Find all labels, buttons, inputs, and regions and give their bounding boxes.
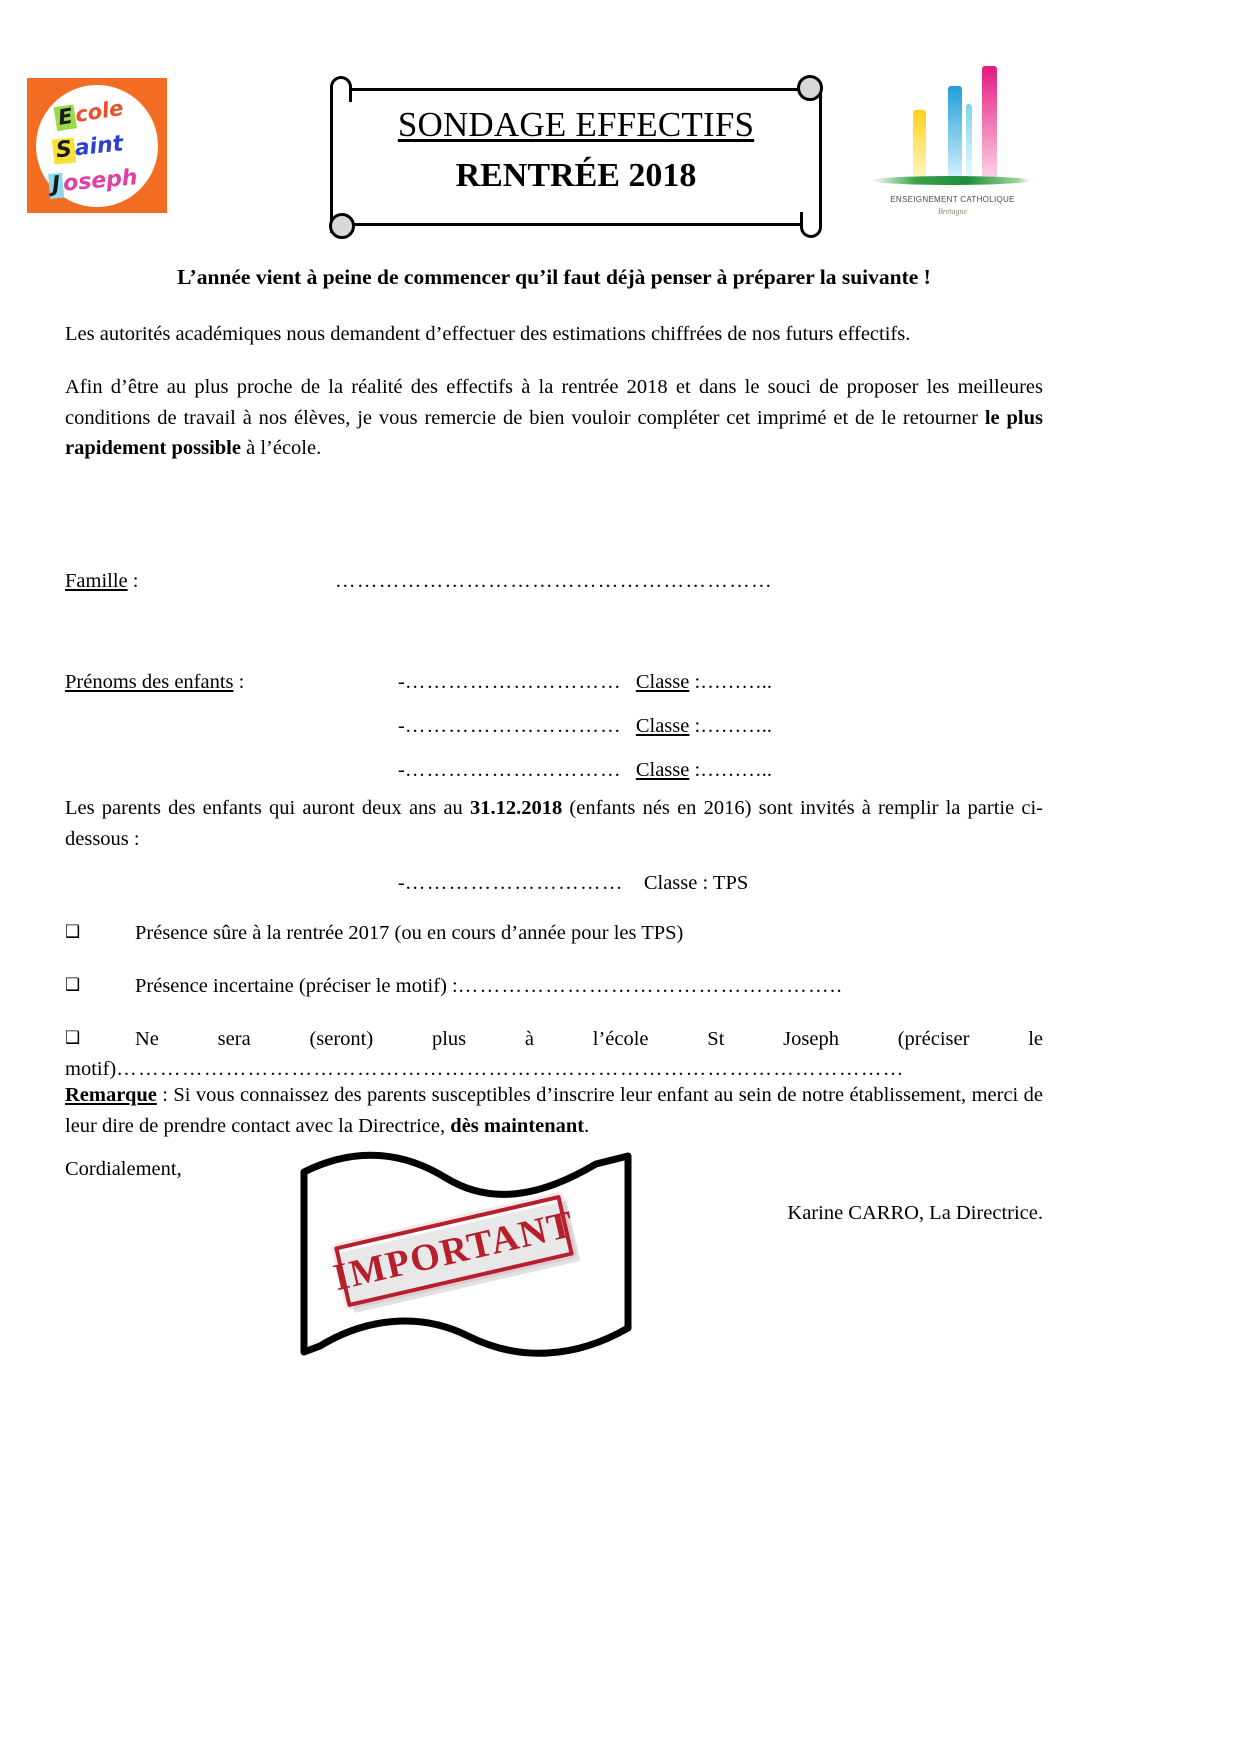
school-logo — [27, 78, 167, 213]
paragraph-request-bold: le plus rapidement possible — [65, 406, 1043, 460]
child-name-input-2[interactable]: ………………………… — [404, 715, 622, 738]
school-logo-rest-joseph: oseph — [62, 165, 139, 197]
school-logo-cap-s: S — [52, 137, 76, 164]
checkbox-label-presence-sure: Présence sûre à la rentrée 2017 (ou en cours d’année pour les TPS) — [135, 922, 684, 944]
child-line-2 — [398, 715, 772, 737]
checkbox-group — [65, 918, 1043, 1107]
signature-line: Karine CARRO, La Directrice. — [787, 1202, 1043, 1224]
scroll-roll-bottom-left — [329, 213, 355, 239]
prenoms-label: Prénoms des enfants — [65, 671, 234, 693]
prenoms-label-wrap — [65, 660, 398, 704]
enseignement-catholique-logo — [865, 76, 1040, 218]
logo-name-text: ENSEIGNEMENT CATHOLIQUE — [890, 195, 1015, 204]
scroll-tail-right — [809, 87, 822, 223]
checkbox-motif-input-incertaine[interactable]: …………………………………………….. — [457, 974, 844, 997]
intro-block — [65, 262, 1043, 486]
paragraph-authorities: Les autorités académiques nous demandent d’effectuer des estimations chiffrées de nos futurs effectifs. — [65, 323, 911, 346]
checkbox-row-presence-sure[interactable] — [65, 918, 1043, 949]
scroll-roll-top-right — [797, 75, 823, 101]
child-classe-colon-2: : — [689, 715, 701, 738]
child-classe-input-1[interactable]: ……….. — [700, 671, 772, 693]
checkbox-depart-line1 — [65, 1028, 1043, 1050]
logo-green-ground — [871, 176, 1031, 185]
logo-bar-blue — [948, 86, 962, 178]
remarque-text-part1: : Si vous connaissez des parents susceptibles d’inscrire leur enfant au sein de notre établissement, merci de leur dire de prendre contact avec la Directrice, — [65, 1084, 1043, 1137]
child-name-input-3[interactable]: ………………………… — [404, 759, 622, 782]
closing-greeting: Cordialement, — [65, 1158, 182, 1180]
checkbox-depart-continuation: motif) — [65, 1058, 117, 1081]
famille-label: Famille — [65, 570, 128, 592]
tps-name-input[interactable]: ………………………… — [404, 872, 624, 894]
remarque-bold: dès maintenant — [450, 1114, 585, 1137]
child-classe-input-3[interactable]: ……….. — [700, 759, 772, 782]
child-line-1 — [398, 671, 772, 693]
tps-instruction-paragraph — [65, 793, 1043, 855]
tps-child-row — [65, 872, 1240, 895]
scroll-tail-left — [330, 93, 343, 233]
school-logo-cap-e: E — [54, 104, 78, 131]
child-line-3 — [398, 759, 772, 781]
tps-dash: - — [398, 872, 405, 894]
document-title-line1-text: SONDAGE EFFECTIFS — [397, 105, 755, 144]
school-logo-rest-ecole: cole — [73, 95, 125, 128]
checkbox-label-presence-incertaine: Présence incertaine (préciser le motif) : — [135, 974, 458, 997]
logo-bar-pink — [982, 66, 997, 178]
child-classe-label-3: Classe — [635, 759, 690, 782]
title-scroll — [340, 88, 812, 226]
tps-instruction-part2: (enfants nés en 2016) sont invités à remplir la partie ci-dessous : — [65, 797, 1043, 850]
checkbox-label-depart: Ne sera (seront) plus à l’école St Joseph (préciser le — [135, 1027, 1043, 1050]
famille-row — [65, 570, 1043, 593]
prenoms-row — [65, 660, 1043, 792]
paragraph-request — [65, 372, 1043, 464]
intro-heading: L’année vient à peine de commencer qu’il faut déjà penser à préparer la suivante ! — [177, 265, 931, 289]
tps-instruction-part1: Les parents des enfants qui auront deux ans au — [65, 797, 470, 819]
child-classe-input-2[interactable]: ……….. — [700, 715, 772, 738]
child-classe-label-2: Classe — [635, 715, 690, 738]
logo-bar-yellow — [913, 110, 926, 178]
document-header — [0, 0, 1240, 255]
famille-label-wrap — [65, 570, 335, 593]
famille-input-line[interactable]: …………………………………………………… — [335, 570, 773, 592]
child-classe-colon-1: : — [689, 671, 701, 693]
scroll-cap-top-left — [330, 76, 352, 102]
important-banner — [296, 1148, 636, 1360]
important-stamp-text: IMPORTANT — [334, 1195, 574, 1308]
child-dash-1: - — [398, 671, 405, 693]
child-classe-wrap-2 — [636, 715, 772, 737]
paragraph-request-part2: à l’école. — [240, 437, 322, 460]
school-logo-rest-saint: aint — [73, 131, 125, 162]
checkbox-motif-input-depart[interactable]: ……………………………………………………………………………………………… — [116, 1058, 905, 1081]
tps-classe-label: Classe : TPS — [643, 872, 749, 894]
famille-colon: : — [127, 570, 139, 592]
children-lines — [398, 660, 772, 792]
remarque-paragraph — [65, 1080, 1043, 1142]
scroll-cap-bottom-right — [800, 212, 822, 238]
child-classe-colon-3: : — [689, 759, 701, 782]
checkbox-row-depart[interactable] — [65, 1024, 1043, 1086]
paragraph-request-part1: Afin d’être au plus proche de la réalité des effectifs à la rentrée 2018 et dans le souci de proposer les meilleures conditions de travail à nos élèves, je vous remercie de bien vouloir compléter cet imprimé et de le retourner — [65, 375, 1043, 429]
logo-bar-cyan — [966, 104, 972, 178]
remarque-text-part2: . — [584, 1114, 590, 1137]
child-classe-wrap-3 — [636, 759, 772, 781]
document-title-line1 — [343, 105, 809, 145]
school-logo-cap-j: J — [48, 173, 64, 199]
remarque-label: Remarque — [65, 1084, 157, 1106]
child-classe-wrap-1 — [636, 671, 772, 693]
child-dash-3: - — [398, 759, 405, 782]
child-name-input-1[interactable]: ………………………… — [404, 671, 622, 693]
document-title-line2: RENTRÉE 2018 — [455, 157, 697, 194]
checkbox-row-presence-incertaine[interactable] — [65, 971, 1043, 1002]
child-classe-label-1: Classe — [635, 671, 690, 693]
checkbox-icon-presence-incertaine[interactable]: ❑ — [65, 974, 81, 995]
logo-subtitle-text: Bretagne — [937, 207, 968, 216]
checkbox-icon-depart[interactable]: ❑ — [65, 1027, 81, 1048]
prenoms-colon: : — [233, 671, 245, 693]
checkbox-icon-presence-sure[interactable]: ❑ — [65, 922, 81, 942]
tps-instruction-date: 31.12.2018 — [469, 797, 563, 819]
child-dash-2: - — [398, 715, 405, 738]
